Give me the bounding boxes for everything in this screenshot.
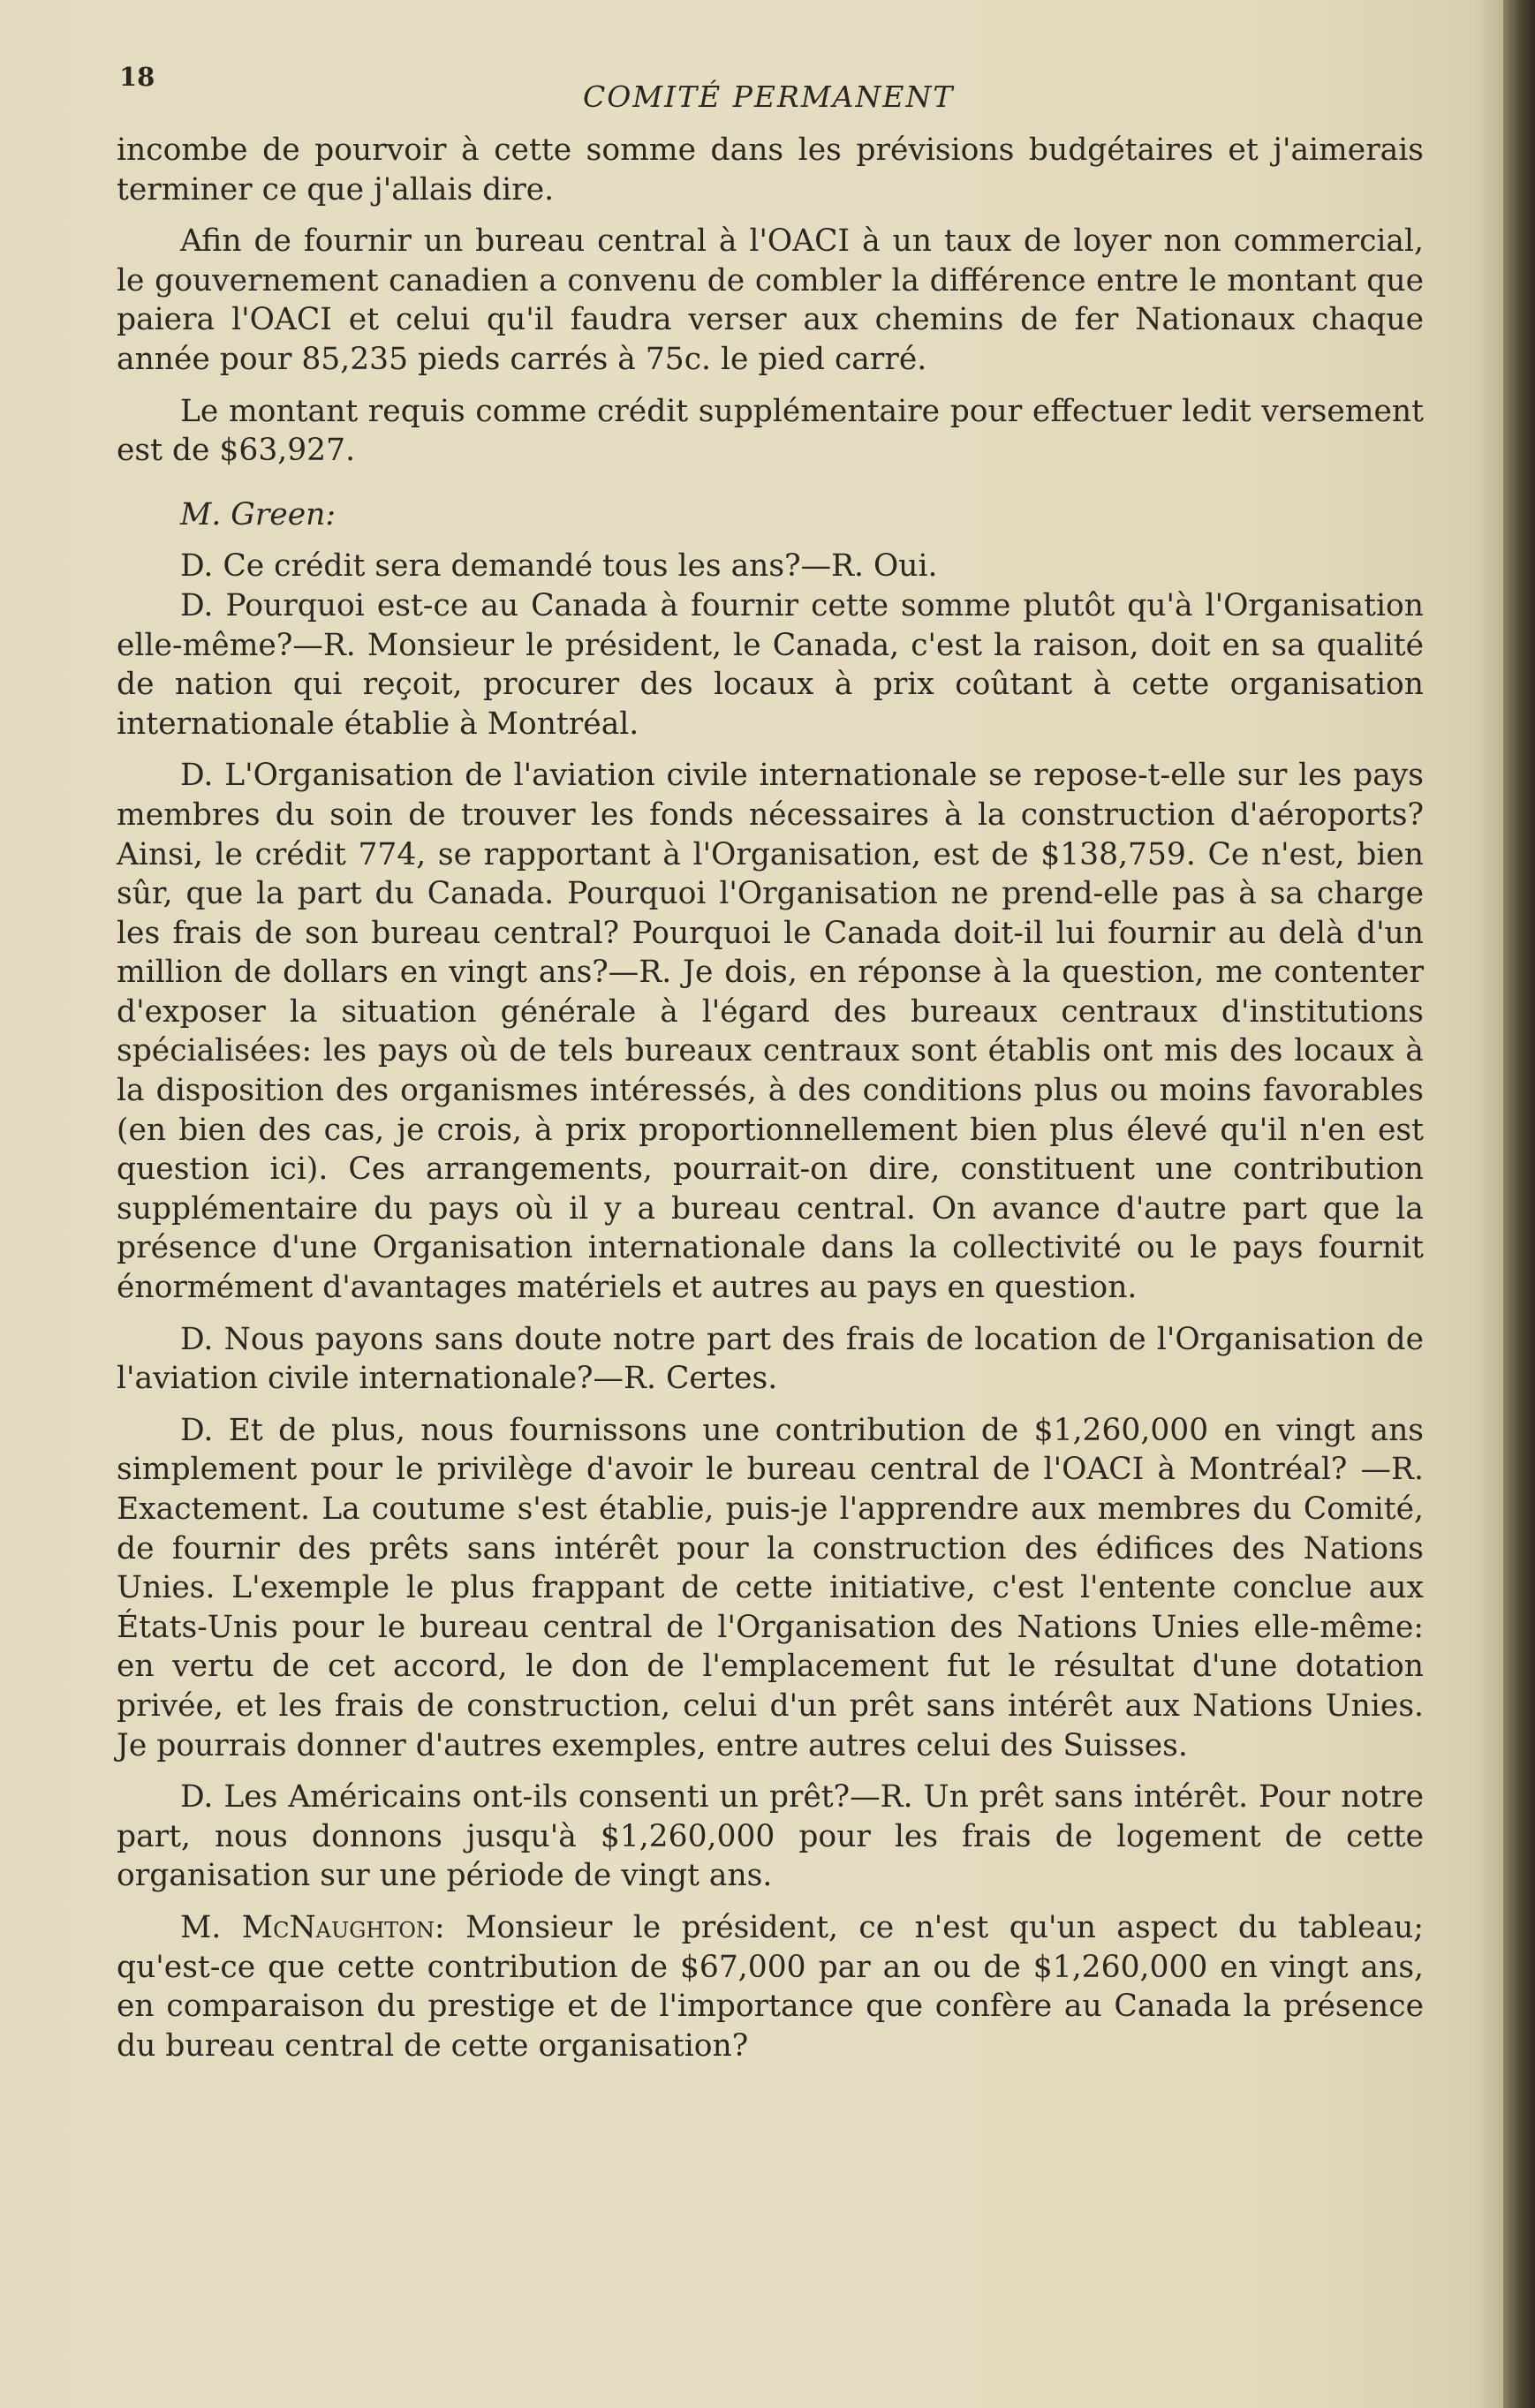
question-answer: D. Pourquoi est-ce au Canada à fournir cette somme plutôt qu'à l'Organisation elle-même?—R. Monsieur le président, le Canada, c'est la raison, doit en sa qualité de nation qui reçoit, procurer des locaux à prix coûtant à cette organisation internationale établie à Montréal. bbox=[117, 587, 1424, 742]
book-spine-shadow bbox=[1503, 0, 1535, 2408]
speaker-label: M. Green: bbox=[180, 496, 336, 532]
speaker-statement bbox=[117, 1908, 1424, 2065]
paragraph: Le montant requis comme crédit supplémentaire pour effectuer ledit versement est de $63,927. bbox=[117, 393, 1424, 469]
page-number: 18 bbox=[119, 62, 155, 92]
question-answer: D. Nous payons sans doute notre part des frais de location de l'Organisation de l'aviation civile internationale?—R. Certes. bbox=[117, 1321, 1424, 1397]
question-answer: D. L'Organisation de l'aviation civile internationale se repose-t-elle sur les pays membres du soin de trouver les fonds nécessaires à la construction d'aéroports? Ainsi, le crédit 774, se rapportant à l'Organisation, est de $138,759. Ce n'est, bien sûr, que la part du Canada. Pourquoi l'Organisation ne prend-elle pas à sa charge les frais de son bureau central? Pourquoi le Canada doit-il lui fournir au delà d'un million de dollars en vingt ans?—R. Je dois, en réponse à la question, me contenter d'exposer la situation générale à l'égard des bureaux centraux d'institutions spécialisées: les pays où de tels bureaux centraux sont établis ont mis des locaux à la disposition des organismes intéressés, à des conditions plus ou moins favorables (en bien des cas, je crois, à prix proportionnellement bien plus élevé qu'il n'en est question ici). Ces arrangements, pourrait-on dire, constituent une contribution supplémentaire du pays où il y a bureau central. On avance d'autre part que la présence d'une Organisation internationale dans la collectivité ou le pays fournit énormément d'avantages matériels et autres au pays en question. bbox=[117, 758, 1424, 1306]
paragraph-continuation: incombe de pourvoir à cette somme dans les prévisions budgétaires et j'aimerais terminer ce que j'allais dire. bbox=[117, 132, 1424, 208]
page-body bbox=[117, 131, 1424, 2065]
question-answer: D. Ce crédit sera demandé tous les ans?—R. Oui. bbox=[180, 548, 938, 585]
paragraph: Afin de fournir un bureau central à l'OACI à un taux de loyer non commercial, le gouvernement canadien a convenu de combler la différence entre le montant que paiera l'OACI et celui qu'il faudra verser aux chemins de fer Nationaux chaque année pour 85,235 pieds carrés à 75c. le pied carré. bbox=[117, 223, 1424, 377]
speaker-name: M. McNaughton bbox=[180, 1909, 435, 1945]
question-answer: D. Et de plus, nous fournissons une contribution de $1,260,000 en vingt ans simplement pour le privilège d'avoir le bureau central de l'OACI à Montréal? —R. Exactement. La coutume s'est établie, puis-je l'apprendre aux membres du Comité, de fournir des prêts sans intérêt pour la construction des édifices des Nations Unies. L'exemple le plus frappant de cette initiative, c'est l'entente conclue aux États-Unis pour le bureau central de l'Organisation des Nations Unies elle-même: en vertu de cet accord, le don de l'emplacement fut le résultat d'une dotation privée, et les frais de construction, celui d'un prêt sans intérêt aux Nations Unies. Je pourrais donner d'autres exemples, entre autres celui des Suisses. bbox=[117, 1412, 1424, 1763]
statement-text: : Monsieur le président, ce n'est qu'un aspect du tableau; qu'est-ce que cette contribution de $67,000 par an ou de $1,260,000 en vingt ans, en comparaison du prestige et de l'importance que confère au Canada la présence du bureau central de cette organisation? bbox=[117, 1909, 1424, 2064]
question-answer: D. Les Américains ont-ils consenti un prêt?—R. Un prêt sans intérêt. Pour notre part, nous donnons jusqu'à $1,260,000 pour les frais de logement de cette organisation sur une période de vingt ans. bbox=[117, 1779, 1424, 1894]
running-title: COMITÉ PERMANENT bbox=[583, 79, 955, 114]
